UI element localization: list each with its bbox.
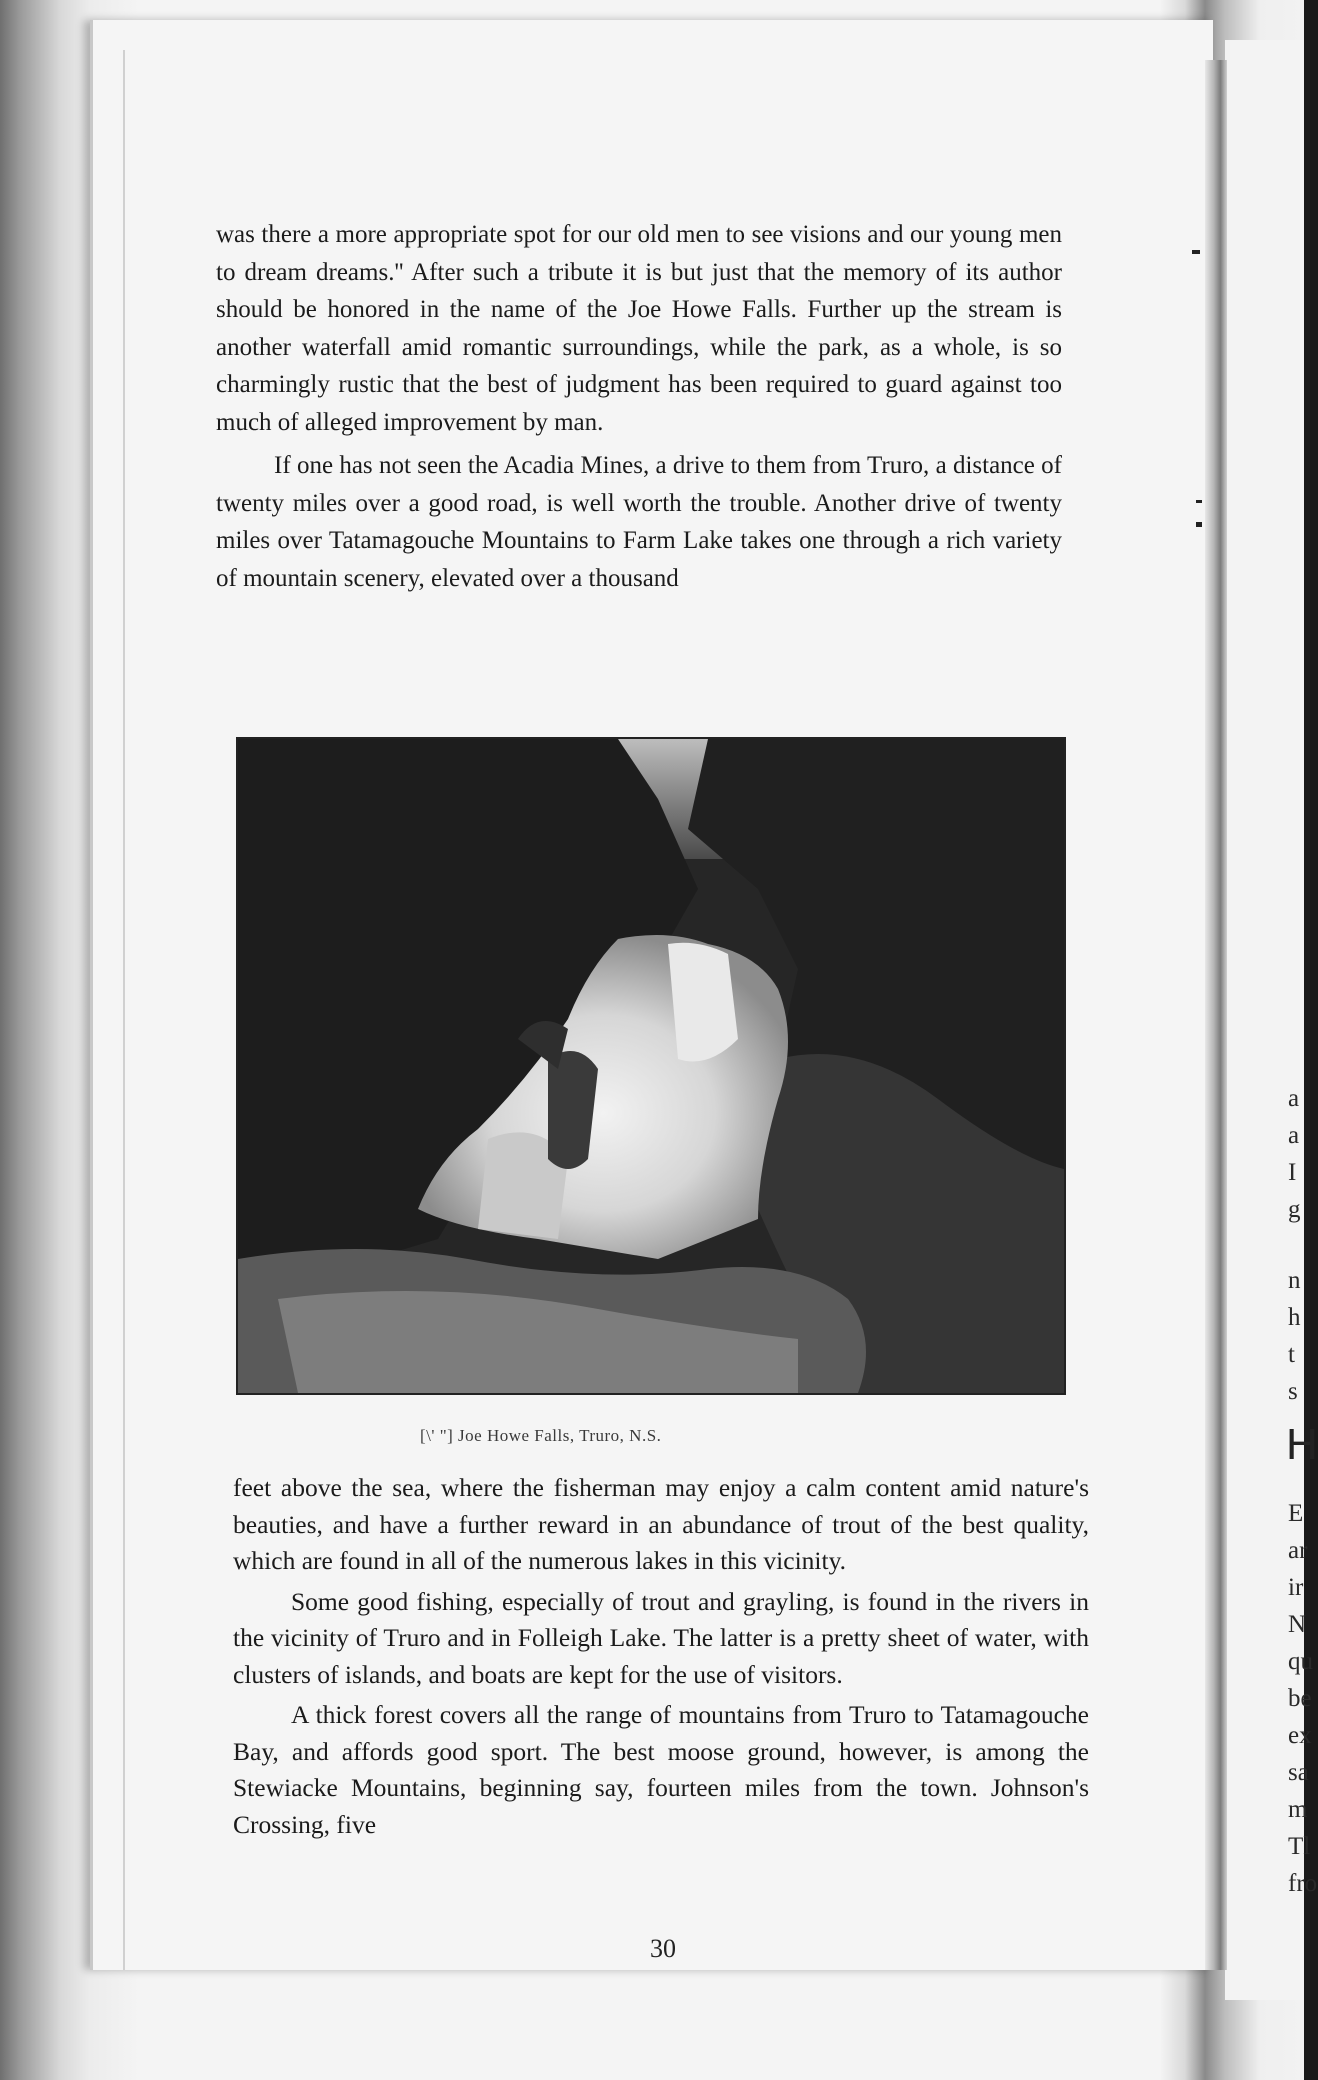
paragraph: Some good fishing, especially of trout and grayling, is found in the rivers in the vicinity of Truro and in Folleigh Lake. The latter is a pretty sheet of water, with clusters of islands, and boats are kept for the use of visitors. [233,1586,1089,1689]
lower-text-block [233,1470,1089,1843]
fragment-line: g [1288,1196,1301,1223]
fragment-line: t [1288,1341,1295,1368]
margin-mark [1196,500,1202,503]
facing-page-fragment [1288,1495,1318,1902]
waterfall-photograph [236,737,1066,1395]
fragment-line: sa [1288,1759,1309,1786]
fragment-line: be [1288,1685,1312,1712]
fragment-line: ex [1288,1722,1312,1749]
fragment-line: qu [1288,1648,1313,1675]
fragment-line: n [1288,1267,1301,1294]
facing-page-fragment [1288,1080,1304,1228]
fragment-line: I [1288,1159,1297,1186]
facing-page-fragment [1288,1262,1304,1410]
margin-mark [1192,250,1200,254]
page-number: 30 [650,1934,676,1963]
paragraph: was there a more appropriate spot for our old men to see visions and our young men to dream dreams.'' After such a tribute it is but just that the memory of its author should be honored in the name of the Joe Howe Falls. Further up the stream is another waterfall amid romantic surroundings, while the park, as a whole, is so charmingly rustic that the best of judgment has been required to guard against too much of alleged improvement by man. [216,221,1062,436]
fragment-line: m [1288,1796,1308,1823]
fragment-line: h [1288,1304,1301,1331]
fragment-line: fro [1288,1870,1318,1897]
fragment-line: Tl [1288,1833,1311,1860]
fragment-line: N [1288,1611,1307,1638]
paragraph: If one has not seen the Acadia Mines, a drive to them from Truro, a distance of twenty miles over a good road, is well worth the trouble. Another drive of twenty miles over Tatamagouche Mountains to Farm Lake takes one through a rich variety of mountain scenery, elevated over a thousand [216,452,1062,592]
fragment-line: ir [1288,1574,1304,1601]
paragraph: feet above the sea, where the fisherman may enjoy a calm content amid nature's beauties, and have a further reward in an abundance of trout of the best quality, which are found in all of the numerous lakes in this vicinity. [233,1473,1089,1575]
fragment-line: a [1288,1122,1300,1149]
photo-caption: [\' "] Joe Howe Falls, Truro, N.S. [420,1426,662,1445]
fragment-line: ar [1288,1537,1308,1564]
upper-text-block [216,216,1062,597]
fragment-line: s [1288,1378,1298,1405]
fragment-line: a [1288,1085,1300,1112]
margin-mark [1196,522,1202,527]
fragment-line: E [1288,1500,1304,1527]
facing-page-heading: H [1286,1420,1318,1469]
paragraph: A thick forest covers all the range of mountains from Truro to Tatamagouche Bay, and affords good sport. The best moose ground, however, is among the Stewiacke Mountains, beginning say, fourteen miles from the town. Johnson's Crossing, five [233,1700,1089,1839]
